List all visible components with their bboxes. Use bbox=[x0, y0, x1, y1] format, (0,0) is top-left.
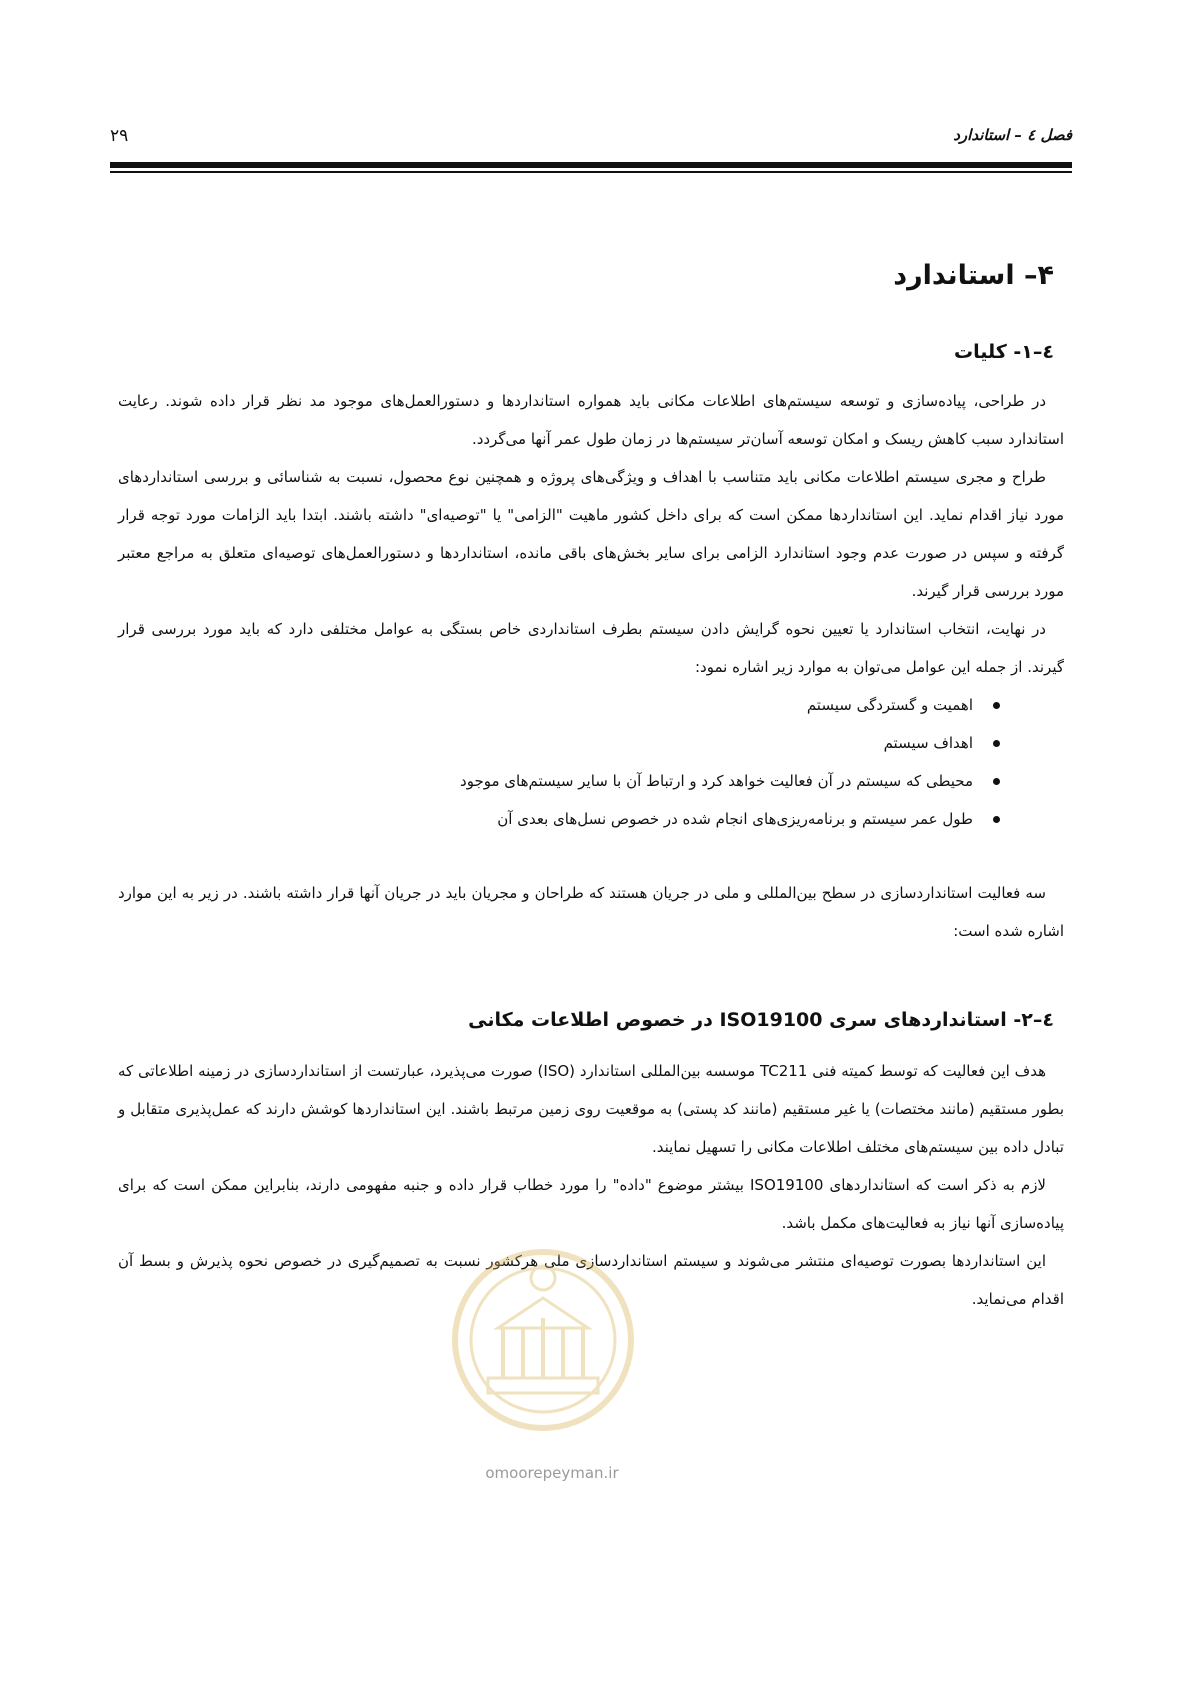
paragraph: سه فعالیت استانداردسازی در سطح بین‌المللی و ملی در جریان هستند که طراحان و مجریان باید در جریان آنها قرار داشته باشند. در زیر به این موارد اشاره شده است: bbox=[118, 884, 1064, 940]
running-header: فصل ٤ – استاندارد bbox=[953, 126, 1072, 144]
paragraph: این استانداردها بصورت توصیه‌ای منتشر می‌شوند و سیستم استانداردسازی ملی هرکشور نسبت به تصمیم‌گیری در خصوص نحوه پذیرش و بسط آن اقدام می‌نماید. bbox=[118, 1252, 1064, 1308]
watermark-url: omoorepeyman.ir bbox=[485, 1464, 619, 1482]
page-number: ۲۹ bbox=[110, 126, 129, 146]
bullet-icon bbox=[993, 702, 1000, 709]
spacer bbox=[118, 838, 1064, 874]
factor-list bbox=[118, 686, 1064, 838]
bullet-icon bbox=[993, 816, 1000, 823]
bullet-icon bbox=[993, 778, 1000, 785]
section-title-overview: ٤–۱- کلیات bbox=[953, 341, 1054, 363]
paragraph: در طراحی، پیاده‌سازی و توسعه سیستم‌های اطلاعات مکانی باید همواره استانداردها و دستورالعمل‌های موجود مد نظر قرار داده شوند. رعایت استاندارد سبب کاهش ریسک و امکان توسعه آسان‌تر سیستم‌ها در زمان طول عمر آنها می‌گردد. bbox=[118, 392, 1064, 448]
list-item bbox=[118, 686, 1000, 724]
list-item-text: اهداف سیستم bbox=[883, 734, 973, 752]
paragraph: در نهایت، انتخاب استاندارد یا تعیین نحوه گرایش دادن سیستم بطرف استانداردی خاص بستگی به عوامل مختلفی دارد که باید مورد بررسی قرار گیرند. از جمله این عوامل می‌توان به موارد زیر اشاره نمود: bbox=[118, 620, 1064, 676]
section-title-iso19100: ٤–۲- استانداردهای سری ISO19100 در خصوص اطلاعات مکانی bbox=[468, 1009, 1054, 1031]
chapter-title: ۴– استاندارد bbox=[893, 260, 1054, 291]
paragraph: لازم به ذکر است که استانداردهای ISO19100 بیشتر موضوع "داده" را مورد خطاب قرار داده و جنبه مفهومی دارند، بنابراین ممکن است که برای پیاده‌سازی آنها نیاز به فعالیت‌های مکمل باشد. bbox=[118, 1176, 1064, 1232]
list-item-text: اهمیت و گستردگی سیستم bbox=[806, 696, 973, 714]
header-rule-thin bbox=[110, 171, 1072, 173]
watermark-seal-icon bbox=[448, 1228, 638, 1458]
list-item-text: طول عمر سیستم و برنامه‌ریزی‌های انجام شده در خصوص نسل‌های بعدی آن bbox=[497, 810, 973, 828]
list-item-text: محیطی که سیستم در آن فعالیت خواهد کرد و ارتباط آن با سایر سیستم‌های موجود bbox=[460, 772, 973, 790]
header-rule-thick bbox=[110, 162, 1072, 168]
paragraph: هدف این فعالیت که توسط کمیته فنی TC211 موسسه بین‌المللی استاندارد (ISO) صورت می‌پذیرد، عبارتست از استانداردسازی در زمینه اطلاعاتی که بطور مستقیم (مانند مختصات) یا غیر مستقیم (مانند کد پستی) به موقعیت روی زمین مرتبط باشند. این استانداردها کوشش دارند که عمل‌پذیری متقابل و تبادل داده بین سیستم‌های مختلف اطلاعات مکانی را تسهیل نمایند. bbox=[118, 1062, 1064, 1156]
bullet-icon bbox=[993, 740, 1000, 747]
list-item bbox=[118, 724, 1000, 762]
list-item bbox=[118, 800, 1000, 838]
list-item bbox=[118, 762, 1000, 800]
page-body bbox=[118, 240, 1064, 1318]
paragraph: طراح و مجری سیستم اطلاعات مکانی باید متناسب با اهداف و ویژگی‌های پروژه و همچنین نوع محصول، نسبت به شناسائی و بررسی استانداردهای مورد نیاز اقدام نماید. این استانداردها ممکن است که برای داخل کشور ماهیت "الزامی" یا "توصیه‌ای" داشته باشند. ابتدا باید الزامات مورد توجه قرار گرفته و سپس در صورت عدم وجود استاندارد الزامی برای سایر بخش‌های باقی مانده، استانداردها و دستورالعمل‌های توصیه‌ای متعلق به مراجع معتبر مورد بررسی قرار گیرند. bbox=[118, 468, 1064, 600]
